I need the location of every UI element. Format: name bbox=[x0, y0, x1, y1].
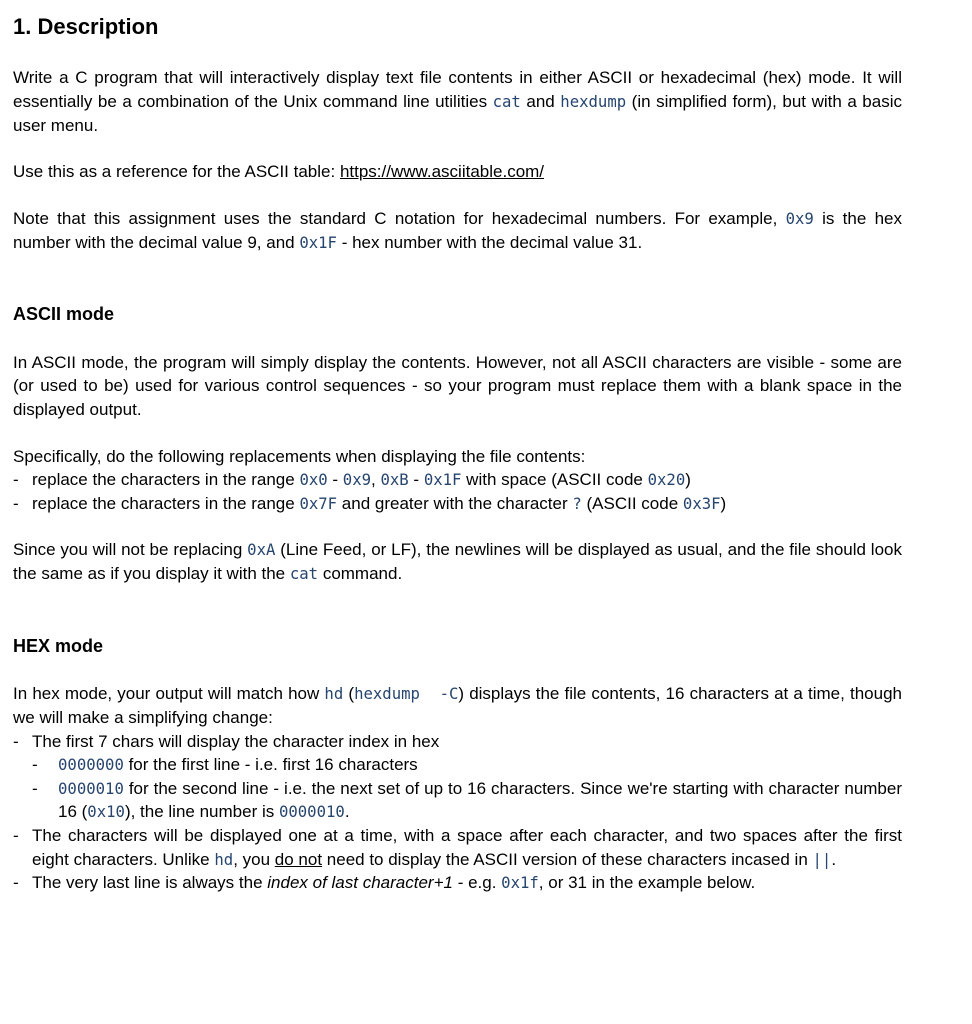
inline-code-cat: cat bbox=[492, 92, 521, 112]
inline-code-0x1f: 0x1f bbox=[501, 873, 539, 893]
text-run: (in simplified form), but with a basic user menu. bbox=[13, 92, 902, 135]
text-run: , you bbox=[233, 849, 275, 869]
text-run: Use this as a reference for the ASCII table: bbox=[13, 162, 340, 182]
text-run: . bbox=[831, 849, 837, 869]
text-run: with space (ASCII code bbox=[461, 470, 648, 490]
inline-code-0000000: 0000000 bbox=[58, 755, 124, 775]
inline-code-hexdump: hexdump bbox=[560, 92, 627, 112]
ascii-mode-heading: ASCII mode bbox=[13, 304, 115, 325]
intro-paragraph-2 bbox=[13, 160, 902, 184]
page-title: 1. Description bbox=[13, 14, 159, 39]
bullet-marker: - bbox=[32, 778, 38, 798]
ascii-paragraph-2: Specifically, do the following replacements when displaying the file contents: bbox=[13, 446, 586, 466]
inline-code-0000010: 0000010 bbox=[278, 802, 345, 822]
ascii-paragraph-1: In ASCII mode, the program will simply display the contents. However, not all ASCII characters are visible - some are (or used to be) used for various control sequences - so your program must replace them with a blank space in the displayed output. bbox=[13, 352, 902, 419]
text-run: In hex mode, your output will match how bbox=[13, 684, 325, 704]
text-run: - bbox=[327, 470, 343, 490]
text-run: for the second line - i.e. the next set of up to 16 characters. Since we're starting with character number 16 ( bbox=[58, 778, 902, 822]
hex-paragraph-1 bbox=[13, 682, 902, 729]
list-item bbox=[13, 871, 902, 895]
text-run: command. bbox=[318, 564, 403, 584]
text-run: ), the line number is bbox=[124, 802, 279, 822]
inline-code-0x9: 0x9 bbox=[785, 208, 814, 228]
text-run: ) bbox=[720, 493, 727, 513]
text-run: , or 31 in the example below. bbox=[538, 873, 756, 893]
emphasis-index-of-last-character: index of last character+1 bbox=[267, 873, 453, 893]
inline-code-hd: hd bbox=[214, 849, 234, 869]
inline-code-cat: cat bbox=[289, 564, 319, 584]
list-item bbox=[13, 492, 902, 516]
text-run: - bbox=[408, 470, 424, 490]
text-run: and bbox=[520, 92, 561, 112]
bullet-marker: - bbox=[13, 826, 19, 846]
text-run: (Line Feed, or LF), the newlines will be displayed as usual, and the file should look the same as if you display it with the bbox=[13, 540, 902, 584]
inline-code-0x7F: 0x7F bbox=[299, 493, 338, 513]
bullet-marker: - bbox=[13, 493, 19, 513]
emphasis-do-not: do not bbox=[274, 849, 323, 869]
inline-code-0x20: 0x20 bbox=[647, 470, 686, 490]
bullet-marker: - bbox=[13, 470, 19, 490]
inline-code-0000010: 0000010 bbox=[58, 778, 124, 798]
text-run: need to display the ASCII version of these characters incased in bbox=[322, 849, 813, 869]
inline-code-hexdump-C: hexdump -C bbox=[354, 684, 459, 704]
hex-rules-list bbox=[13, 730, 902, 895]
bullet-marker: - bbox=[13, 873, 19, 893]
list-item-text bbox=[32, 468, 902, 492]
text-run: Since you will not be replacing bbox=[13, 540, 248, 560]
text-run: (ASCII code bbox=[581, 493, 683, 513]
inline-code-0x3F: 0x3F bbox=[682, 493, 721, 513]
list-item-text bbox=[58, 777, 902, 824]
inline-code-pipes: || bbox=[812, 849, 832, 869]
text-run: The characters will be displayed one at a time, with a space after each character, and two spaces after the first eight characters. Unlike bbox=[32, 826, 902, 869]
list-item bbox=[13, 824, 902, 871]
replacement-rules-list bbox=[13, 468, 902, 515]
intro-paragraph-1 bbox=[13, 66, 902, 137]
text-run: The first 7 chars will display the character index in hex bbox=[32, 731, 440, 751]
inline-code-hd: hd bbox=[324, 684, 344, 704]
text-run: Note that this assignment uses the standard C notation for hexadecimal numbers. For example, bbox=[13, 208, 786, 228]
inline-code-question-mark: ? bbox=[572, 493, 582, 513]
list-item bbox=[32, 753, 902, 777]
text-run: Write a C program that will interactively display text file contents in either ASCII or hexadecimal (hex) mode. It will essentially be a combination of the Unix command line utilities bbox=[13, 68, 902, 112]
inline-code-0x9: 0x9 bbox=[342, 470, 372, 490]
text-run: ) bbox=[685, 470, 691, 490]
list-item-text bbox=[58, 753, 902, 777]
ascii-paragraph-3 bbox=[13, 538, 902, 585]
list-item bbox=[13, 730, 902, 825]
list-item bbox=[32, 777, 902, 824]
ascii-mode-section bbox=[13, 304, 902, 586]
text-run: The very last line is always the bbox=[32, 873, 268, 893]
line-index-sublist bbox=[32, 753, 902, 824]
text-run: for the first line - i.e. first 16 characters bbox=[123, 755, 418, 775]
list-item-text bbox=[32, 824, 902, 871]
list-item-text bbox=[32, 730, 902, 825]
bullet-marker: - bbox=[13, 731, 19, 751]
text-run: replace the characters in the range bbox=[32, 493, 300, 513]
ascii-table-link[interactable]: https://www.asciitable.com/ bbox=[339, 162, 545, 182]
list-item bbox=[13, 468, 902, 492]
inline-code-0x0: 0x0 bbox=[299, 470, 328, 490]
list-item-text bbox=[32, 492, 902, 516]
hex-mode-heading: HEX mode bbox=[13, 635, 104, 656]
inline-code-0x1F: 0x1F bbox=[423, 470, 462, 490]
list-item-text bbox=[32, 871, 902, 895]
intro-paragraph-3 bbox=[13, 207, 902, 254]
inline-code-0x1F: 0x1F bbox=[299, 232, 337, 252]
bullet-marker: - bbox=[32, 755, 38, 775]
text-run: is the hex number with the decimal value 9, and bbox=[13, 208, 902, 252]
text-run: - hex number with the decimal value 31. bbox=[336, 232, 643, 252]
text-run: . bbox=[344, 802, 350, 822]
text-run: ( bbox=[343, 684, 355, 704]
text-run: - e.g. bbox=[452, 873, 502, 893]
text-run: and greater with the character bbox=[337, 493, 573, 513]
text-run: ) displays the file contents, 16 characters at a time, though we will make a simplifying change: bbox=[13, 684, 903, 727]
inline-code-0x10: 0x10 bbox=[87, 802, 125, 822]
text-run: , bbox=[371, 470, 381, 490]
hex-mode-section bbox=[13, 636, 902, 895]
inline-code-0xA: 0xA bbox=[247, 540, 276, 560]
text-run: replace the characters in the range bbox=[32, 470, 300, 490]
inline-code-0xB: 0xB bbox=[380, 470, 409, 490]
